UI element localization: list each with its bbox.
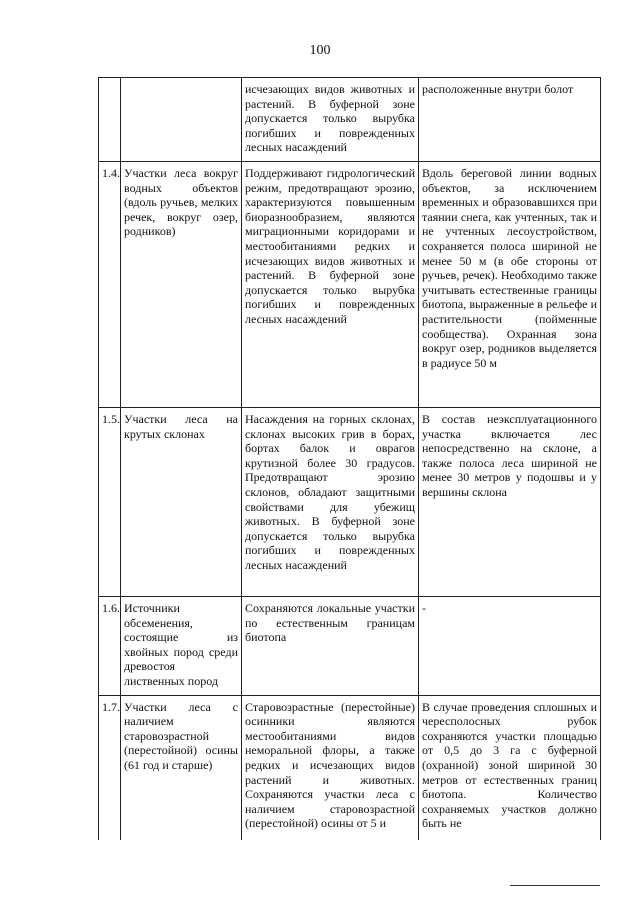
object-name: Участки леса на крутых склонах [121, 407, 242, 596]
object-notes: Вдоль береговой линии водных объектов, за исключением временных и образовавшихся при таянии снега, как учтенных, так и не учтенных лесоустройством, сохраняется полоса шириной не менее 50 м (в обе стороны от ручьев, речек). Необходимо также учитывать естественные границы биотопа, выраженные в рельефе и растительности (пойменные сообщества). Охранная зона вокруг озер, родников выделяется в радиусе 50 м [419, 161, 601, 407]
object-notes: - [419, 596, 601, 695]
page-number: 100 [309, 43, 331, 58]
table-row [99, 78, 601, 162]
object-name [121, 78, 242, 162]
object-notes: В случае проведения сплошных и чересполосных рубок сохраняются участки площадью от 0,5 до 3 га с буферной (охранной) зоной шириной 30 метров от естественных границ биотопа. Количество сохраняемых участков должно быть не [419, 695, 601, 840]
table-row [99, 407, 601, 596]
object-description: Насаждения на горных склонах, склонах высоких грив в борах, бортах балок и оврагов крутизной более 30 градусов. Предотвращают эрозию склонов, обладают защитными свойствами для убежищ животных. В буферной зоне допускается только вырубка погибших и поврежденных лесных насаждений [242, 407, 419, 596]
object-notes: В состав неэксплуатационного участка включается лес непосредственно на склоне, а также полоса леса шириной не менее 30 метров у подошвы и у вершины склона [419, 407, 601, 596]
row-number: 1.5. [99, 407, 121, 596]
object-notes: расположенные внутри болот [419, 78, 601, 162]
object-description: Сохраняются локальные участки по естественным границам биотопа [242, 596, 419, 695]
footer-rule [510, 885, 600, 886]
object-description: Старовозрастные (перестойные) осинники являются местообитаниями видов неморальной флоры, а также редких и исчезающих видов растений и животных. Сохраняются участки леса с наличием старовозрастной (перестойной) осины от 5 и [242, 695, 419, 840]
table-row [99, 161, 601, 407]
regulation-table [98, 77, 601, 840]
object-name: Участки леса вокруг водных объектов (вдоль ручьев, мелких речек, вокруг озер, родников) [121, 161, 242, 407]
row-number [99, 78, 121, 162]
row-number: 1.7. [99, 695, 121, 840]
object-description: исчезающих видов животных и растений. В буферной зоне допускается только вырубка погибших и поврежденных лесных насаждений [242, 78, 419, 162]
table-row [99, 695, 601, 840]
table-row [99, 596, 601, 695]
row-number: 1.6. [99, 596, 121, 695]
object-name: Источники обсеменения, состоящие из хвойных пород среди древостоя лиственных пород [121, 596, 242, 695]
object-description: Поддерживают гидрологический режим, предотвращают эрозию, характеризуются повышенным биоразнообразием, являются миграционными коридорами и местообитаниями редких и исчезающих видов животных и растений. В буферной зоне допускается только вырубка погибших и поврежденных лесных насаждений [242, 161, 419, 407]
object-name: Участки леса с наличием старовозрастной (перестойной) осины (61 год и старше) [121, 695, 242, 840]
row-number: 1.4. [99, 161, 121, 407]
